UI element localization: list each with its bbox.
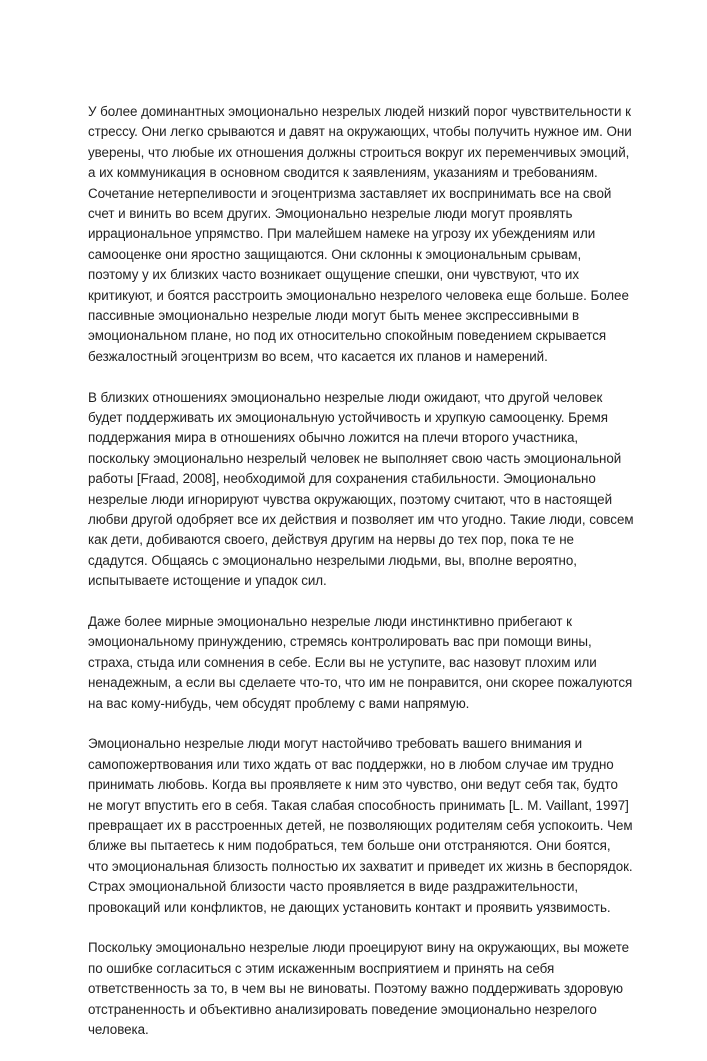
text-line: на вас кому-нибудь, чем обсудят проблему с вами напрямую. [88, 695, 470, 711]
text-line: превращает их в расстроенных детей, не позволяющих родителям себя успокоить. Чем [88, 818, 633, 833]
text-line: отстраненность и объективно анализировать поведение эмоционально незрелого [88, 1001, 597, 1017]
text-line: Сочетание нетерпеливости и эгоцентризма заставляет их воспринимать все на свой [88, 185, 612, 201]
text-line: провокаций или конфликтов, не дающих установить контакт и проявить уязвимость. [88, 899, 611, 915]
text-line: критикуют, и боятся расстроить эмоционально незрелого человека еще больше. Более [88, 287, 629, 303]
text-line: самооценке они яростно защищаются. Они склонны к эмоциональным срывам, [88, 246, 582, 262]
text-line: Поскольку эмоционально незрелые люди проецируют вину на окружающих, вы можете [88, 940, 630, 956]
text-line: незрелые люди игнорируют чувства окружающих, поэтому считают, что в настоящей [88, 491, 612, 507]
text-line: иррациональное упрямство. При малейшем намеке на угрозу их убеждениям или [88, 226, 596, 242]
text-line: ближе вы пытаетесь к ним подобраться, тем больше они отстраняются. Они боятся, [88, 838, 611, 854]
text-line: уверены, что любые их отношения должны строиться вокруг их переменчивых эмоций, [88, 144, 630, 160]
text-line: не могут впустить его в себя. Такая слабая способность принимать [L. M. Vaillant, 1997] [88, 797, 629, 813]
text-line: эмоциональном плане, но под их относительно спокойным поведением скрывается [88, 328, 607, 344]
text-line: В близких отношениях эмоционально незрелые люди ожидают, что другой человек [88, 389, 603, 405]
text-line: будет поддерживать их эмоциональную устойчивость и хрупкую самооценку. Бремя [88, 409, 608, 425]
paragraph [88, 388, 688, 592]
text-line: а их коммуникация в основном сводится к заявлениям, указаниям и требованиям. [88, 165, 598, 181]
text-line: счет и винить во всем других. Эмоционально незрелые люди могут проявлять [88, 205, 573, 221]
text-line: работы [Fraad, 2008], необходимой для сохранения стабильности. Эмоционально [88, 471, 596, 487]
paragraph [88, 612, 688, 714]
text-line: Даже более мирные эмоционально незрелые люди инстинктивно прибегают к [88, 613, 572, 629]
text-line: Эмоционально незрелые люди могут настойчиво требовать вашего внимания и [88, 736, 583, 752]
document-body [88, 102, 688, 1061]
text-line: поскольку эмоционально незрелый человек не выполняет свою часть эмоциональной [88, 450, 622, 466]
text-line: что эмоциональная близость полностью их захватит и приведет их жизнь в беспорядок. [88, 858, 633, 874]
text-line: ответственность за то, в чем вы не виноваты. Поэтому важно поддерживать здоровую [88, 981, 623, 997]
paragraph [88, 734, 688, 918]
text-line: сдадутся. Общаясь с эмоционально незрелыми людьми, вы, вполне вероятно, [88, 552, 577, 568]
paragraph [88, 102, 688, 367]
text-line: по ошибке согласиться с этим искаженным восприятием и принять на себя [88, 960, 555, 976]
text-line: самопожертвования или тихо ждать от вас поддержки, но в любом случае им трудно [88, 756, 614, 772]
text-line: поэтому у их близких часто возникает ощущение спешки, они чувствуют, что их [88, 267, 579, 283]
text-line: У более доминантных эмоционально незрелых людей низкий порог чувствительности к [88, 104, 631, 119]
text-line: любви другой одобряет все их действия и позволяет им что угодно. Такие люди, совсем [88, 511, 634, 527]
text-line: эмоциональному принуждению, стремясь контролировать вас при помощи вины, [88, 634, 592, 650]
text-line: Страх эмоциональной близости часто проявляется в виде раздражительности, [88, 879, 579, 895]
text-line: стрессу. Они легко срываются и давят на окружающих, чтобы получить нужное им. Они [88, 124, 632, 140]
text-line: безжалостный эгоцентризм во всем, что касается их планов и намерений. [88, 348, 548, 364]
text-line: человека. [88, 1022, 149, 1038]
text-line: страха, стыда или сомнения в себе. Если вы не уступите, вас назовут плохим или [88, 654, 597, 670]
text-line: пассивные эмоционально незрелые люди могут быть менее экспрессивными в [88, 307, 580, 323]
text-line: как дети, добиваются своего, действуя другим на нервы до тех пор, пока те не [88, 532, 574, 548]
text-line: ненадежным, а если вы сделаете что-то, что им не понравится, они скорее пожалуются [88, 675, 633, 691]
text-line: поддержания мира в отношениях обычно ложится на плечи второго участника, [88, 430, 579, 446]
paragraph [88, 938, 688, 1040]
text-line: испытываете истощение и упадок сил. [88, 573, 327, 589]
text-line: принимать любовь. Когда вы проявляете к ним это чувство, они ведут себя так, будто [88, 777, 618, 793]
